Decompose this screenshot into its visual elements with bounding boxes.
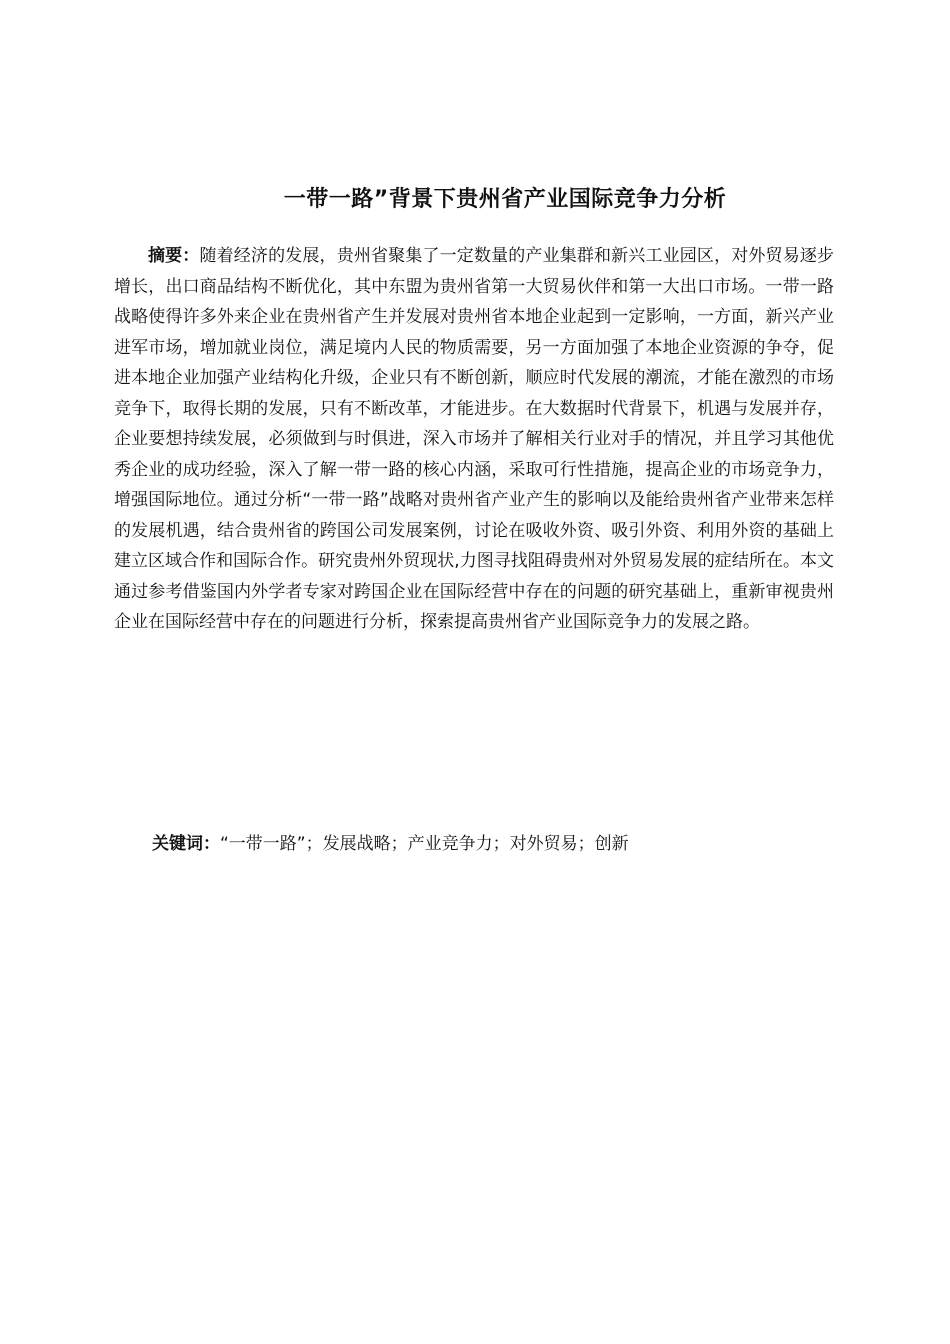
keywords-label: 关键词： (152, 834, 220, 854)
keywords-text: “一带一路”；发展战略；产业竞争力；对外贸易；创新 (220, 834, 629, 854)
abstract-paragraph (114, 241, 834, 638)
abstract-label: 摘要： (148, 246, 200, 266)
abstract-text: 随着经济的发展，贵州省聚集了一定数量的产业集群和新兴工业园区，对外贸易逐步增长，出口商品结构不断优化，其中东盟为贵州省第一大贸易伙伴和第一大出口市场。一带一路战略使得许多外来企业在贵州省产生并发展对贵州省本地企业起到一定影响，一方面，新兴产业进军市场，增加就业岗位，满足境内人民的物质需要，另一方面加强了本地企业资源的争夺，促进本地企业加强产业结构化升级，企业只有不断创新，顺应时代发展的潮流，才能在激烈的市场竞争下，取得长期的发展，只有不断改革，才能进步。在大数据时代背景下，机遇与发展并存，企业要想持续发展，必须做到与时俱进，深入市场并了解相关行业对手的情况，并且学习其他优秀企业的成功经验，深入了解一带一路的核心内涵，采取可行性措施，提高企业的市场竞争力，增强国际地位。通过分析“一带一路”战略对贵州省产业产生的影响以及能给贵州省产业带来怎样的发展机遇，结合贵州省的跨国公司发展案例，讨论在吸收外资、吸引外资、利用外资的基础上建立区域合作和国际合作。研究贵州外贸现状,力图寻找阻碍贵州对外贸易发展的症结所在。本文通过参考借鉴国内外学者专家对跨国企业在国际经营中存在的问题的研究基础上，重新审视贵州企业在国际经营中存在的问题进行分析，探索提高贵州省产业国际竞争力的发展之路。 (114, 246, 835, 632)
document-title: 一带一路”背景下贵州省产业国际竞争力分析 (283, 187, 727, 212)
keywords-line (152, 829, 852, 859)
